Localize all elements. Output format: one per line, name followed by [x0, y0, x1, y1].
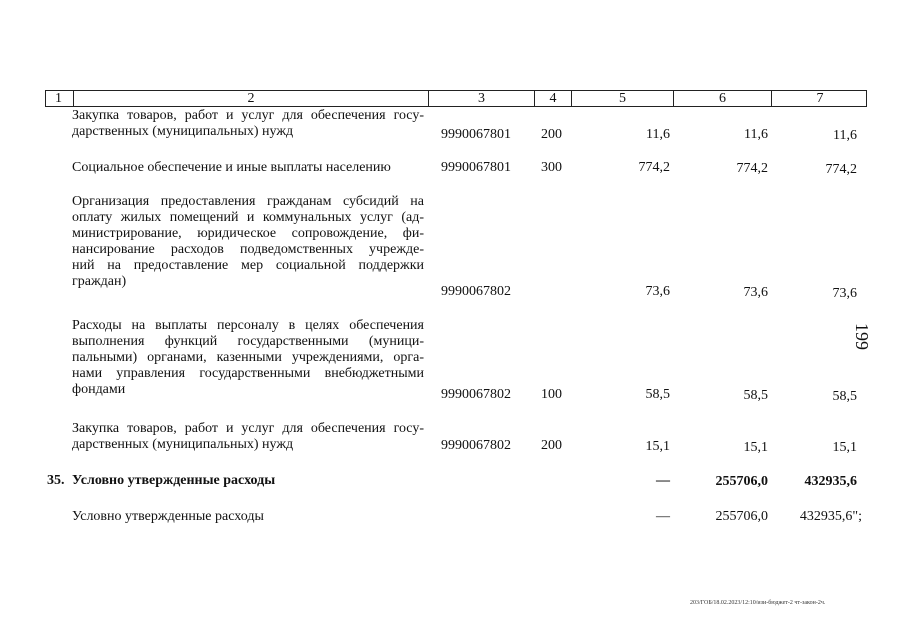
- row-description: Закупка товаров, работ и услуг для обеспечения госу- дарственных (муниципальных) нужд: [72, 421, 424, 452]
- section-value-col6: 255706,0: [715, 474, 768, 489]
- row-value-col6: 774,2: [736, 161, 768, 176]
- row-expense-type: 100: [541, 387, 562, 402]
- row-value-col6: 73,6: [743, 285, 768, 300]
- row-target-code: 9990067802: [441, 438, 511, 453]
- row-target-code: 9990067801: [441, 127, 511, 142]
- row-value-col6: 11,6: [744, 127, 768, 142]
- row-value-col5: 58,5: [645, 387, 670, 402]
- row-target-code: 9990067801: [441, 160, 511, 175]
- row-expense-type: 300: [541, 160, 562, 175]
- row-description: Расходы на выплаты персоналу в целях обеспечения выполнения функций государственными (муници- пальными) органами, казенными учреждениями, орга- нами управления государственными внебюджетными фондами: [72, 318, 424, 397]
- row-value-col7: 15,1: [832, 440, 857, 455]
- header-col-7: 7: [771, 91, 868, 106]
- row-description: Социальное обеспечение и иные выплаты населению: [72, 160, 391, 175]
- row-expense-type: 200: [541, 127, 562, 142]
- row-expense-type: 200: [541, 438, 562, 453]
- header-col-4: 4: [534, 91, 571, 106]
- row-target-code: 9990067802: [441, 387, 511, 402]
- subtotal-value-col5: —: [656, 509, 670, 524]
- column-number-header: [45, 90, 867, 107]
- page-number: 199: [852, 323, 872, 350]
- row-description: Организация предоставления гражданам субсидий на оплату жилых помещений и коммунальных услуг (ад- министрирование, юридическое сопровождение, фи- нансирование расходов подведомственных учрежде- ний на предоставление мер социальной поддержки граждан): [72, 194, 424, 289]
- row-value-col7: 73,6: [832, 286, 857, 301]
- header-col-3: 3: [428, 91, 534, 106]
- row-value-col6: 15,1: [743, 440, 768, 455]
- header-col-6: 6: [673, 91, 771, 106]
- section-value-col7: 432935,6: [804, 474, 857, 489]
- row-value-col7: 11,6: [833, 128, 857, 143]
- subtotal-title: Условно утвержденные расходы: [72, 509, 264, 524]
- row-target-code: 9990067802: [441, 284, 511, 299]
- row-value-col7: 58,5: [832, 389, 857, 404]
- row-description: Закупка товаров, работ и услуг для обеспечения госу- дарственных (муниципальных) нужд: [72, 108, 424, 139]
- row-value-col5: 73,6: [645, 284, 670, 299]
- row-value-col7: 774,2: [825, 162, 857, 177]
- header-col-1: 1: [55, 91, 62, 106]
- row-value-col6: 58,5: [743, 388, 768, 403]
- header-col-2: 2: [73, 91, 428, 106]
- subtotal-value-col6: 255706,0: [715, 509, 768, 524]
- subtotal-value-col7: 432935,6";: [799, 509, 862, 524]
- row-value-col5: 11,6: [646, 127, 670, 142]
- section-title: Условно утвержденные расходы: [72, 473, 276, 488]
- row-value-col5: 15,1: [645, 439, 670, 454]
- header-col-5: 5: [571, 91, 673, 106]
- section-value-col5: —: [656, 473, 670, 488]
- section-number: 35.: [47, 473, 65, 488]
- footer-stamp: 203/ГОБ/18.02.2023/12:10/изи-бюджет-2 чт-закон-2ч.: [690, 600, 826, 606]
- row-value-col5: 774,2: [638, 160, 670, 175]
